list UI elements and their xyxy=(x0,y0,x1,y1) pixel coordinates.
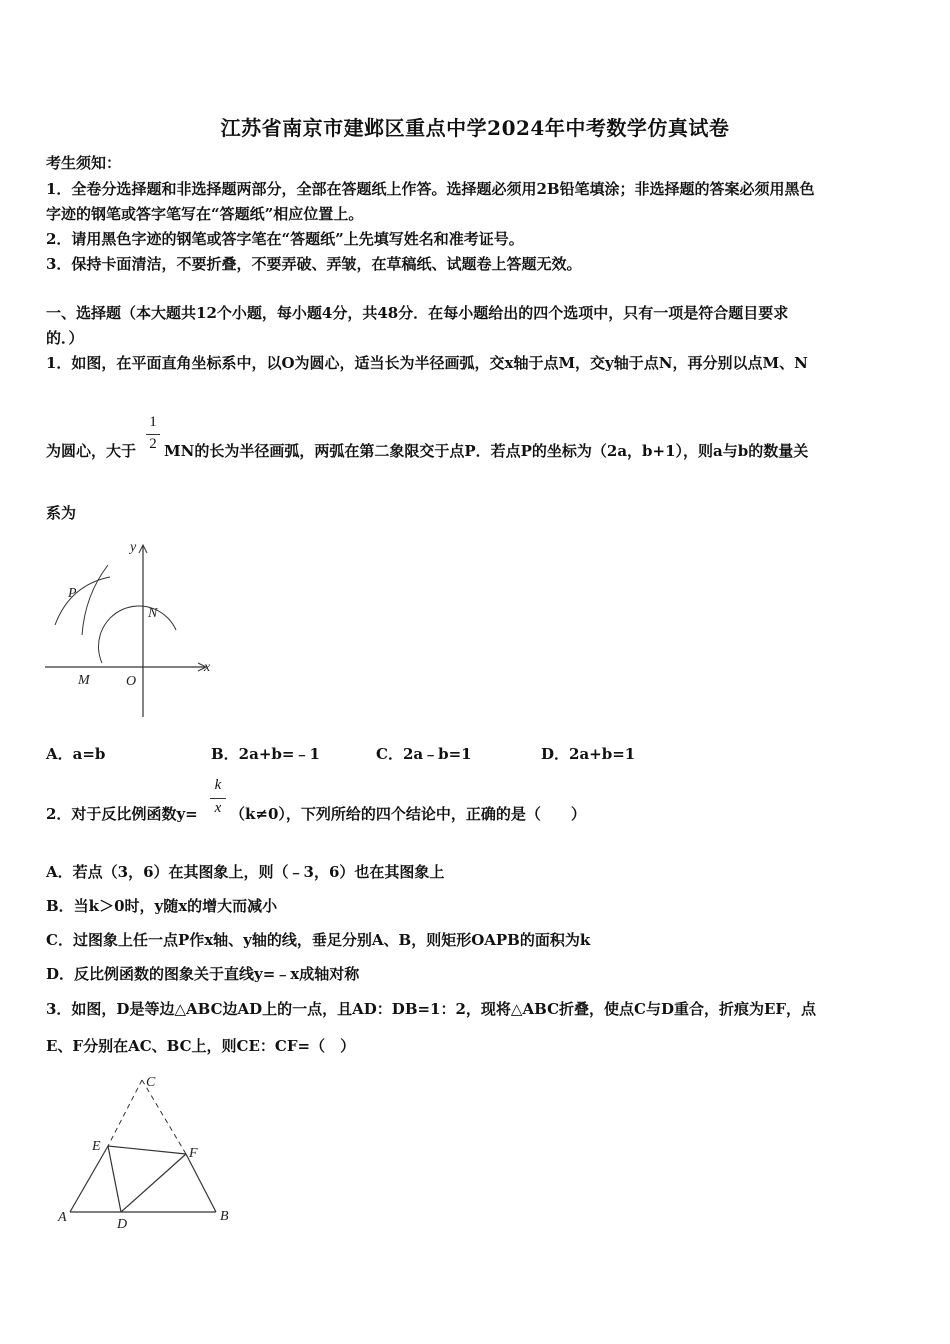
q1-option-a[interactable]: A．a=b xyxy=(46,745,106,763)
q2-post-fraction: （k≠0），下列所给的四个结论中，正确的是（ ） xyxy=(230,805,586,823)
q2-fraction xyxy=(210,777,226,821)
q1-label-x: x xyxy=(204,660,211,675)
q2-pre-fraction: 2．对于反比例函数y= xyxy=(46,805,198,823)
q2-frac-denominator: x xyxy=(214,800,222,816)
q1-frac-numerator: 1 xyxy=(149,414,157,430)
q3-line-1: 3．如图，D是等边△ABC边AD上的一点，且AD：DB=1：2，现将△ABC折叠，使点C与D重合，折痕为EF，点 xyxy=(46,1000,817,1018)
notice-line-1a: 1．全卷分选择题和非选择题两部分，全部在答题纸上作答。选择题必须用2B铅笔填涂；非选择题的答案必须用黑色 xyxy=(46,180,815,198)
q1-option-b[interactable]: B．2a+b=﹣1 xyxy=(211,745,320,763)
q3-label-e: E xyxy=(92,1139,101,1154)
q1-coordinate-figure xyxy=(40,535,220,725)
q2-option-d[interactable]: D．反比例函数的图象关于直线y=﹣x成轴对称 xyxy=(46,965,360,983)
q1-line-3: 系为 xyxy=(46,504,77,522)
q3-line-2: E、F分别在AC、BC上，则CE：CF=（ ） xyxy=(46,1037,356,1055)
q1-post-fraction: MN的长为半径画弧，两弧在第二象限交于点P．若点P的坐标为（2a，b+1），则a与b的数量关 xyxy=(164,442,809,460)
q1-label-y: y xyxy=(130,540,137,555)
q1-fraction xyxy=(146,414,160,454)
q1-pre-fraction: 为圆心，大于 xyxy=(46,442,137,460)
q2-option-c[interactable]: C．过图象上任一点P作x轴、y轴的线，垂足分别A、B，则矩形OAPB的面积为k xyxy=(46,931,591,949)
q2-option-b[interactable]: B．当k＞0时，y随x的增大而减小 xyxy=(46,897,278,915)
q3-label-d: D xyxy=(117,1217,128,1232)
q1-option-d[interactable]: D．2a+b=1 xyxy=(541,745,636,763)
q1-label-p: P xyxy=(68,586,77,601)
q3-triangle-figure xyxy=(50,1068,250,1238)
page-title: 江苏省南京市建邺区重点中学2024年中考数学仿真试卷 xyxy=(220,116,730,140)
q3-label-b: B xyxy=(220,1209,229,1224)
q2-option-a[interactable]: A．若点（3，6）在其图象上，则（﹣3，6）也在其图象上 xyxy=(46,863,445,881)
q1-label-o: O xyxy=(126,674,137,689)
section-heading-b: 的．） xyxy=(46,329,84,347)
notice-line-2: 2．请用黑色字迹的钢笔或答字笔在“答题纸”上先填写姓名和准考证号。 xyxy=(46,230,524,248)
q1-label-n: N xyxy=(148,606,158,621)
q1-option-c[interactable]: C．2a﹣b=1 xyxy=(376,745,472,763)
q3-label-a: A xyxy=(58,1210,67,1225)
q3-label-c: C xyxy=(146,1075,156,1090)
q1-line-1: 1．如图，在平面直角坐标系中，以O为圆心，适当长为半径画弧，交x轴于点M，交y轴于点N，再分别以点M、N xyxy=(46,354,808,372)
section-heading-a: 一、选择题（本大题共12个小题，每小题4分，共48分．在每小题给出的四个选项中，只有一项是符合题目要求 xyxy=(46,304,789,322)
q1-frac-denominator: 2 xyxy=(149,436,157,452)
notice-heading: 考生须知： xyxy=(46,154,122,172)
notice-line-3: 3．保持卡面清洁，不要折叠，不要弄破、弄皱，在草稿纸、试题卷上答题无效。 xyxy=(46,255,582,273)
q2-frac-numerator: k xyxy=(214,777,222,793)
q3-label-f: F xyxy=(189,1146,198,1161)
q1-label-m: M xyxy=(78,673,90,688)
notice-line-1b: 字迹的钢笔或答字笔写在“答题纸”相应位置上。 xyxy=(46,205,364,223)
